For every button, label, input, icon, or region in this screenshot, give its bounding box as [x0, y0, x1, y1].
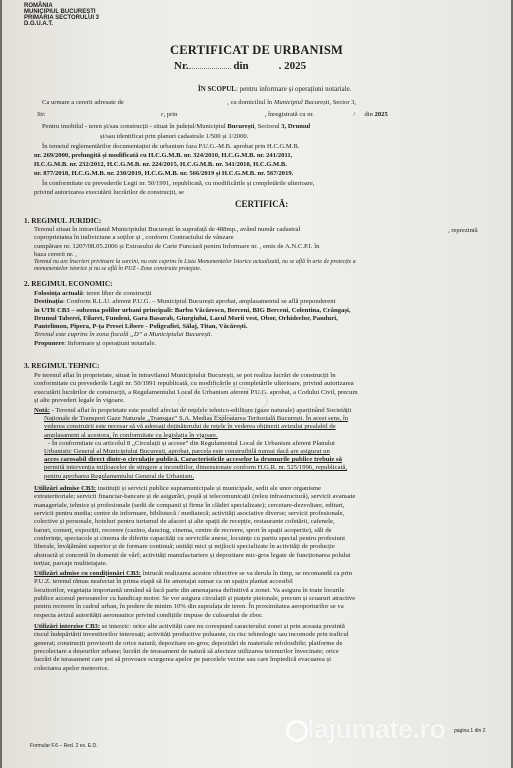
document-page: [2, 0, 511, 768]
intro-line-2: Str. r, prin , înregistrată cu nr. / din 2025: [37, 111, 388, 118]
document-title: CERTIFICAT DE URBANISM: [170, 43, 343, 57]
s1-line: baza cererii nr. ,: [34, 250, 77, 258]
s1-right-note: , reprezintă: [448, 227, 478, 234]
purpose-line: [198, 86, 351, 93]
header-city-hall: PRIMĂRIA SECTORULUI 3: [24, 15, 100, 21]
stamp-imprint: [178, 386, 268, 416]
section-3-heading: 3. REGIMUL TEHNIC:: [24, 361, 100, 370]
intro-line-7: H.C.G.M.B. nr. 232/2012, H.C.G.M.B. nr. 224/2015, H.C.G.M.B. nr. 341/2018, H.C.G.M.B.: [34, 161, 287, 168]
intro-line-3: Pentru imobilul - teren și/sau construcții - situat în județul/Municipiul București, Sectorul 3, Drumul: [42, 123, 311, 130]
intro-line-5: În temeiul reglementărilor documentației de urbanism faza P.U.G.-M.B. aprobat prin H.C.G.M.B.: [42, 143, 300, 150]
intro-line-6: nr. 269/2000, prelungită și modificată cu H.C.G.M.B. nr. 324/2010, H.C.G.M.B. nr. 241/2011,: [34, 152, 293, 159]
section-2-body: Folosința actuală: teren liber de construcții Destinația: Conform R.L.U. aferent P.U.G. – Municipiul București aprobat, amplasamentul se află preponderent în UTR CB3 – subzona polilor urbani principali: Barbu Văcărescu, Berceni, BIG Berceni, Colentina, Crângași, Drumul Taberei, Filaret, Fundeni, Gara Basarab, Giurgiului, Lacul Morii vest, Obor, Orhideelor, Panduri, Pantelimon, Pipera, P-ța Presei Libere - Poligrafiei, Sălaj, Titan, Văcărești. Terenul este cuprins în zona fiscală „D” a Municipiului București. Propunere: Informare și operațiuni notariale.: [34, 290, 351, 347]
section-1-body: [34, 226, 492, 273]
intro-line-8: nr. 877/2018, H.C.G.M.B. nr. 230/2019, H.C.G.M.B. nr. 566/2019 și H.C.G.M.B. nr. 567/2019.: [34, 170, 294, 177]
section-3-nota: Notă: - Terenul aflat în proprietate este posibil afectat de rețelele tehnico-edilitare (gaze naturale) aparținând Societății Naționale de Transport Gaze Naturale „Transgaz” S.A. Mediaș Exploatarea Teritorială București. În acest sens, în vederea construirii este necesar să vă adresați deținătorului de rețele în vederea obținerii avizului prealabil de amplasament al acestora, în conformitate cu legislația în vigoare. - În conformitate cu articolul 8 „Circulații și accese” din Regulamentul Local de Urbanism aferent Planului Urbanistic General al Municipiului București, aprobat, parcela este construibilă numai dacă are asigurat un acces carosabil direct dintr-o circulație publică. Caracteristicile acceselor la drumurile publice trebuie să permită intervenția mijloacelor de stingere a incendiilor, dimensionate conform H.G.R. nr. 525/1996, republicată, pentru aprobarea Regulamentului General de Urbanism.: [34, 407, 352, 480]
uses-allowed-label: Utilizări admise CB3:: [34, 485, 97, 492]
header-country: ROMÂNIA: [24, 3, 53, 9]
section-2-heading: 2. REGIMUL ECONOMIC:: [24, 279, 113, 288]
purpose-text: : pentru informare și operațiuni notariale.: [235, 85, 352, 93]
nr-label: Nr.: [174, 60, 189, 72]
s1-note: Terenul nu are înscrieri privitoare la sarcini, nu este cuprins în Lista Monumentelor Istorice actualizată, nu se află în arie de protecție a: [34, 259, 356, 265]
intro-line-4: și/sau identificat prin planuri cadastrale 1/500 și 1/2000.: [100, 133, 249, 140]
section-1-heading: 1. REGIMUL JURIDIC:: [24, 216, 102, 225]
uses-forbidden-label: Utilizări interzise CB3:: [34, 623, 101, 630]
section-3-uses-conditional: Utilizări admise cu condiționări CB3: întrucât realizarea acestor obiective se va derula în timp, se recomandă ca prin P.U.Z. terenul rămas neafectat în prima etapă să fie amenajat sumar ca un spațiu plantat accesibil locuitorilor, vegetația importantă urmând să facă parte din amenajarea definitivă a zonei. Va asigura în toate locurile publice accesul persoanelor cu handicap motor. Se vor asigura circulații și piațete pietonale, precum și scuaruri atractive pentru recreere în cadrul urban, în podere de minim 10% din suprafața de teren. În proximitatea aeroporturilor se va respecta avizul autorității aeronautice privind condițiile impuse de culoarului de zbor.: [34, 570, 356, 619]
header-municipality: MUNICIPIUL BUCUREȘTI: [24, 9, 96, 15]
certificate-number-line: [174, 60, 306, 72]
year-label: . 2025: [278, 60, 307, 72]
s1-line: cumpărare nr. 1207/08.05.2006 și Extrasului de Carte Funciară pentru Informare nr. , emis de A.N.C.P.I. în: [34, 242, 320, 250]
section-3-uses-forbidden: Utilizări interzise CB3: se interzic: orice alte activități care nu corespund caracterului zonei și prin aceasta prezintă riscul îndepărtării investitorilor interesați; activități productive poluante, cu risc tehnologic sau incomode prin traficul generat; construcții provizorii de orice natură; depozitare en-gros; depozitări de materiale refolosibile; platforme de precolectare a deșeurilor urbane; lucrări de terasament de natură să afecteze utilizarea terenurilor învecinate; orice lucrări de terasament care pot să provoace scurgerea apelor pe parcelele vecine sau care împiedică evacuarea și colectarea apelor meteorice.: [34, 623, 349, 672]
page-number: pagina 1 din 2: [454, 728, 486, 734]
nota-label: Notă:: [34, 407, 50, 414]
purpose-label: ÎN SCOPUL: [198, 85, 236, 93]
uses-conditional-label: Utilizări admise cu condiționări CB3:: [34, 570, 141, 577]
header-department: D.G.U.A.T.: [24, 21, 54, 27]
watermark-logo-icon: [286, 720, 308, 742]
section-3-uses-allowed: Utilizări admise CB3: instituții și servicii publice supramunicipale și municipale, sedii ale unor organisme extrateritoriale; servicii financiar-bancare și de asigurări, poștă și telecomunicații (releu infrastructură), servicii avansate manageriale, tehnice și profesionale (sedii de companii și firme în clădiri specializate); cercetare-dezvoltare, edituri, servicii pentru media; centre de informare, bibliotecă / mediatecă; activități asociative diverse; servicii profesionale, colective și personale, hoteluri pentru turismul de afaceri și alte spații de recepție, restaurante cofetării, cafenele, baruri, comerț, expoziții, recreere (cazino, dancing, cinema, centre de recreere, sport în spații acoperite), săli de conferințe, spectacole și cinema de diferite capacități cu serviciile anexe, locuințe cu partiu special pentru profesiuni liberale, învățământ superior și de formare continuă; unități mici și mijlocii specializate în activități de producție abstractă și concretă în domenii de vârf; activități manufacturiere și depozitare mic-gros legate de funcționarea polului terțiar, parcaje multietajate.: [34, 485, 356, 568]
certifica-heading: CERTIFICĂ:: [235, 199, 289, 209]
watermark: lajumate.ro: [307, 714, 446, 744]
s1-line: Terenul situat în intravilanul Municipiului București în suprafață de 488mp., având număr cadastral: [34, 226, 301, 233]
intro-line-1: Ca urmare a cererii adresate de , cu domiciliul în Municipiul București, Sector 3,: [42, 99, 357, 106]
form-code: Formular F.6 – Red. 2 ex. E.D.: [30, 743, 98, 749]
intro-line-10: privind autorizarea executării lucrărilor de construcții, se: [34, 189, 184, 196]
din-label: din: [233, 60, 249, 72]
s1-line: coproprietatea în indiviziune a soților și , conform Contractului de vânzare: [34, 234, 234, 242]
s1-note: monumentelor istorice și nu se află în PUZ - Zone construite protejate.: [34, 266, 202, 272]
section-3-intro: Pe terenul aflat în proprietate, situat în intravilanul Municipiului București, se pot realiza lucrări de construcții în conformitate cu prevederile Legii nr. 50/1991 republicată, cu modificările și completările ulterioare, privind autorizarea executării lucrărilor de construcții, a Regulamentului Local de Urbanism aferent P.U.G. aprobat, a Codului Civil, precum și alte prevederi legale în vigoare.: [34, 372, 358, 404]
intro-line-9: În conformitate cu prevederile Legii nr. 50/1991, republicată, cu modificările și completările ulterioare,: [42, 180, 315, 187]
